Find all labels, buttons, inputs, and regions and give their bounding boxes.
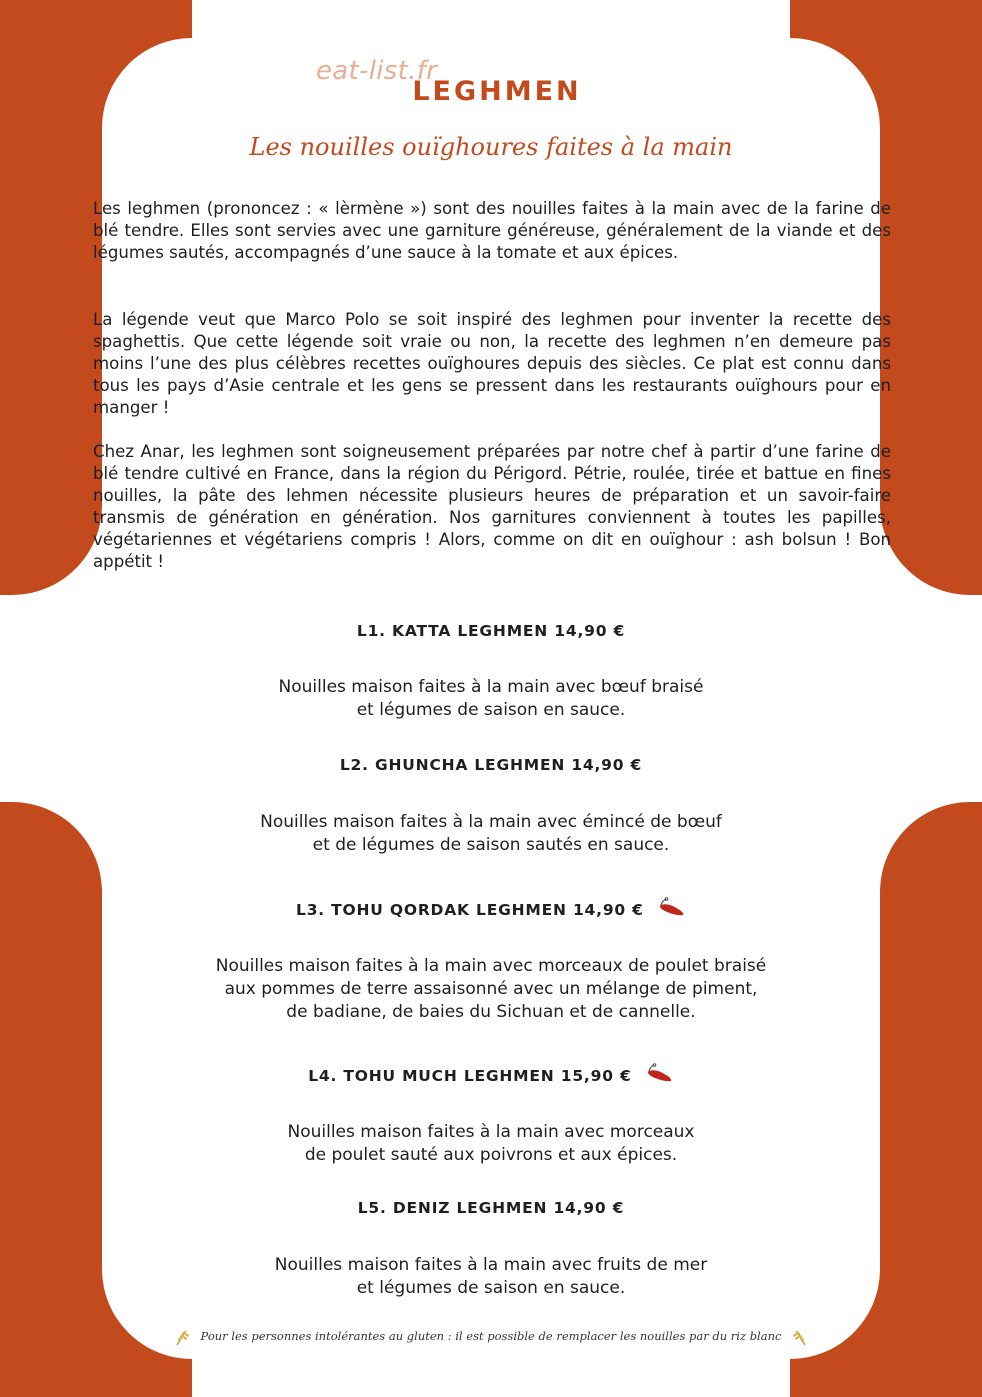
dish-desc-line: et de légumes de saison sautés en sauce. bbox=[312, 835, 670, 855]
chili-pepper-icon bbox=[658, 897, 686, 919]
wheat-icon bbox=[791, 1327, 809, 1347]
gluten-footnote bbox=[0, 1327, 982, 1347]
dish-description-l4 bbox=[150, 1121, 832, 1167]
dish-description-l3 bbox=[150, 955, 832, 1024]
dish-title-text: L3. TOHU QORDAK LEGHMEN 14,90 € bbox=[296, 901, 644, 919]
dish-desc-line: Nouilles maison faites à la main avec morceaux bbox=[287, 1122, 695, 1142]
frame-bottom-left bbox=[0, 802, 192, 1397]
dish-desc-line: Nouilles maison faites à la main avec morceaux de poulet braisé bbox=[215, 956, 767, 976]
dish-title-l2 bbox=[0, 756, 982, 774]
footnote-text: Pour les personnes intolérantes au gluten : il est possible de remplacer les nouilles par du riz blanc bbox=[200, 1329, 782, 1343]
chili-pepper-icon bbox=[646, 1063, 674, 1085]
dish-title-l1 bbox=[0, 622, 982, 640]
page-subtitle: Les nouilles ouïghoures faites à la main bbox=[249, 133, 733, 161]
dish-title-l5 bbox=[0, 1199, 982, 1217]
dish-title-l4 bbox=[0, 1067, 982, 1085]
intro-paragraph-2: La légende veut que Marco Polo se soit inspiré des leghmen pour inventer la recette des spaghettis. Que cette légende soit vraie ou non, la recette des leghmen n’en demeure pas moins l’une des plus célèbres recettes ouïghoures depuis des siècles. Ce plat est connu dans tous les pays d’Asie centrale et les gens se pressent dans les restaurants ouïghours pour en manger ! bbox=[93, 310, 891, 417]
page-title: LEGHMEN bbox=[412, 76, 582, 107]
dish-title-text: L2. GHUNCHA LEGHMEN 14,90 € bbox=[339, 756, 643, 774]
dish-desc-line: et légumes de saison en sauce. bbox=[356, 1278, 626, 1298]
dish-title-text: L5. DENIZ LEGHMEN 14,90 € bbox=[357, 1199, 625, 1217]
intro-paragraph-3: Chez Anar, les leghmen sont soigneusement préparées par notre chef à partir d’une farine de blé tendre cultivé en France, dans la région du Périgord. Pétrie, roulée, tirée et battue en fines nouilles, la pâte des lehmen nécessite plusieurs heures de préparation et un savoir-faire transmis de génération en génération. Nos garnitures conviennent à toutes les papilles, végétariennes et végétariens compris ! Alors, comme on dit en ouïghour : ash bolsun ! Bon appétit ! bbox=[93, 442, 891, 571]
dish-desc-line: de poulet sauté aux poivrons et aux épices. bbox=[304, 1145, 678, 1165]
dish-description-l1 bbox=[150, 676, 832, 722]
dish-description-l2 bbox=[150, 811, 832, 857]
dish-desc-line: Nouilles maison faites à la main avec fruits de mer bbox=[274, 1255, 708, 1275]
wheat-icon bbox=[173, 1327, 191, 1347]
dish-title-text: L4. TOHU MUCH LEGHMEN 15,90 € bbox=[308, 1067, 632, 1085]
intro-paragraph-1: Les leghmen (prononcez : « lèrmène ») sont des nouilles faites à la main avec de la farine de blé tendre. Elles sont servies avec une garniture généreuse, généralement de la viande et des légumes sautés, accompagnés d’une sauce à la tomate et aux épices. bbox=[93, 199, 891, 262]
dish-desc-line: aux pommes de terre assaisonné avec un mélange de piment, bbox=[224, 979, 758, 999]
dish-title-l3 bbox=[0, 901, 982, 919]
dish-desc-line: de badiane, de baies du Sichuan et de cannelle. bbox=[286, 1002, 696, 1022]
dish-title-text: L1. KATTA LEGHMEN 14,90 € bbox=[356, 622, 626, 640]
dish-description-l5 bbox=[150, 1254, 832, 1300]
dish-desc-line: Nouilles maison faites à la main avec émincé de bœuf bbox=[260, 812, 722, 832]
frame-bottom-right bbox=[790, 802, 982, 1397]
dish-desc-line: et légumes de saison en sauce. bbox=[356, 700, 626, 720]
watermark: eat-list.fr bbox=[316, 56, 438, 86]
dish-desc-line: Nouilles maison faites à la main avec bœuf braisé bbox=[278, 677, 704, 697]
